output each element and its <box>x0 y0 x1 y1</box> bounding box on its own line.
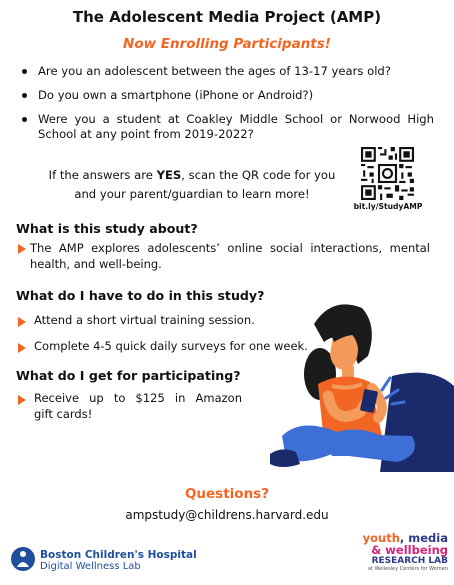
arrow-bullet-icon <box>18 343 26 353</box>
boston-childrens-logo-icon <box>10 545 36 573</box>
page-title: The Adolescent Media Project (AMP) <box>72 8 382 26</box>
list-item: Complete 4-5 quick daily surveys for one week. <box>34 339 308 353</box>
hospital-name: Boston Children's Hospital <box>40 549 197 561</box>
teen-with-phone-illustration <box>262 286 454 472</box>
questions-heading: Questions? <box>184 486 270 502</box>
tasks-heading: What do I have to do in this study? <box>16 288 265 303</box>
ymw-logo-line2: & wellbeing <box>371 543 448 557</box>
list-item: Were you a student at Coakley Middle School or Norwood High School at any point from 2019-2022? <box>22 112 434 142</box>
qr-instructions: If the answers are YES, scan the QR code for you and your parent/guardian to learn more! <box>48 168 336 201</box>
reward-text-line2: gift cards! <box>34 407 93 421</box>
arrow-bullet-icon <box>18 244 26 254</box>
ymw-logo-line1: youth, media <box>362 531 448 545</box>
lab-name: Digital Wellness Lab <box>40 561 141 572</box>
bullet-icon <box>22 69 27 74</box>
rewards-heading: What do I get for participating? <box>16 368 241 383</box>
reward-text-line1: Receive up to $125 in Amazon <box>34 391 242 405</box>
ymw-logo-line4: at Wellesley Centers for Women <box>367 566 448 572</box>
list-item: Do you own a smartphone (iPhone or Android?) <box>22 88 434 103</box>
bullet-icon <box>22 117 27 122</box>
qr-code-icon[interactable] <box>361 147 414 200</box>
list-item: Are you an adolescent between the ages of 13-17 years old? <box>22 64 434 79</box>
bullet-icon <box>22 93 27 98</box>
eligibility-list <box>22 64 434 151</box>
contact-email-link[interactable]: ampstudy@childrens.harvard.edu <box>125 508 329 522</box>
about-text: The AMP explores adolescents’ online social interactions, mental health, and well-being. <box>30 241 430 271</box>
arrow-bullet-icon <box>18 317 26 327</box>
ymw-logo-line3: RESEARCH LAB <box>371 556 448 566</box>
arrow-bullet-icon <box>18 395 26 405</box>
list-item: Attend a short virtual training session. <box>34 313 255 327</box>
enrolling-subtitle: Now Enrolling Participants! <box>123 36 331 52</box>
qr-link-caption[interactable]: bit.ly/StudyAMP <box>353 202 423 211</box>
about-heading: What is this study about? <box>16 221 198 236</box>
